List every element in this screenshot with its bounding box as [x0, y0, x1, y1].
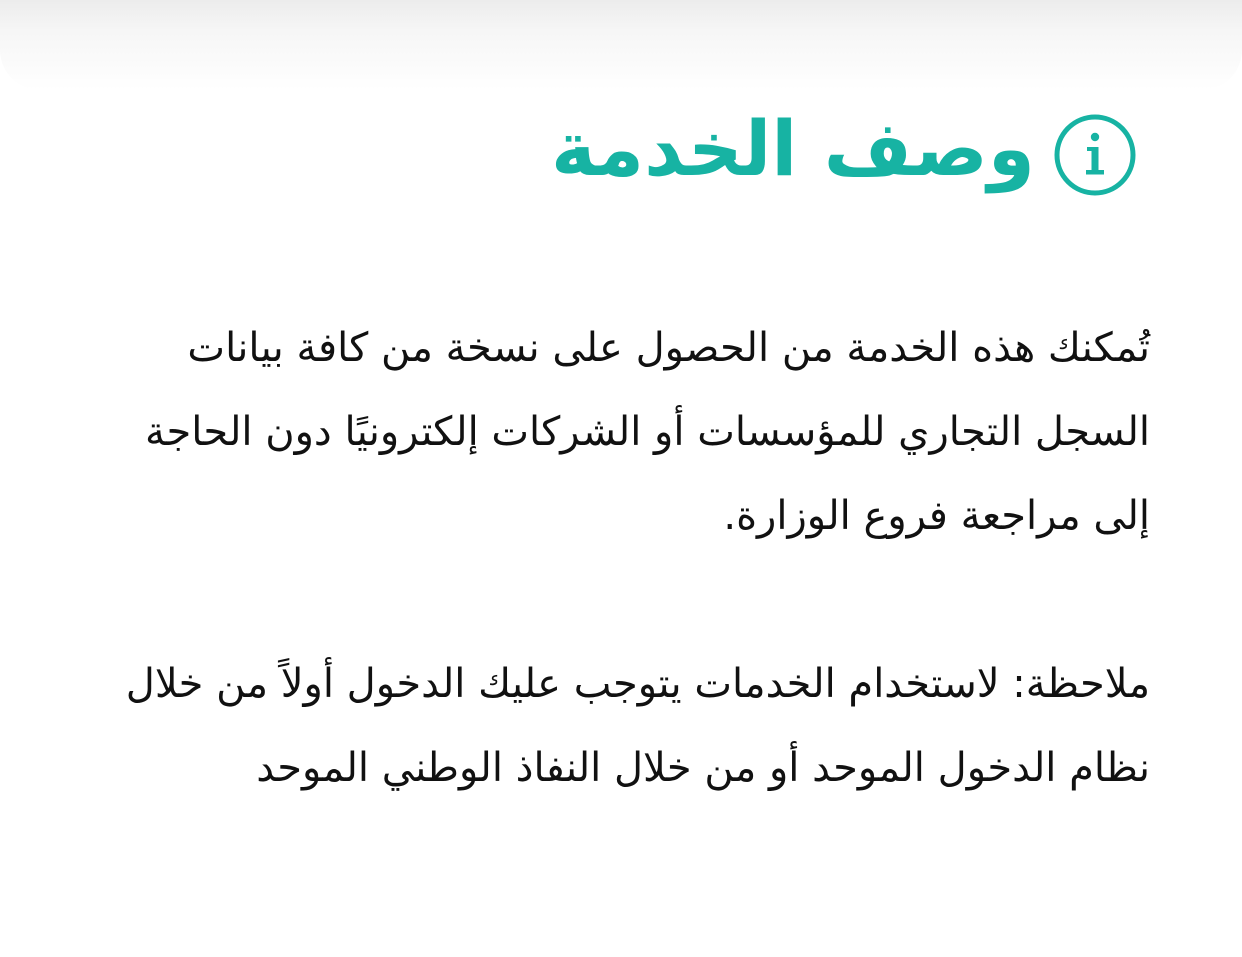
section-header [551, 100, 1137, 210]
service-description-text: تُمكنك هذه الخدمة من الحصول على نسخة من كافة بيانات السجل التجاري للمؤسسات أو الشركات إلكترونيًا دون الحاجة إلى مراجعة فروع الوزارة. [145, 325, 1150, 539]
login-note-text: ملاحظة: لاستخدام الخدمات يتوجب عليك الدخول أولاً من خلال نظام الدخول الموحد أو من خلال النفاذ الوطني الموحد [125, 661, 1150, 791]
info-circle-icon [1053, 113, 1137, 197]
section-title: وصف الخدمة [550, 104, 1035, 193]
